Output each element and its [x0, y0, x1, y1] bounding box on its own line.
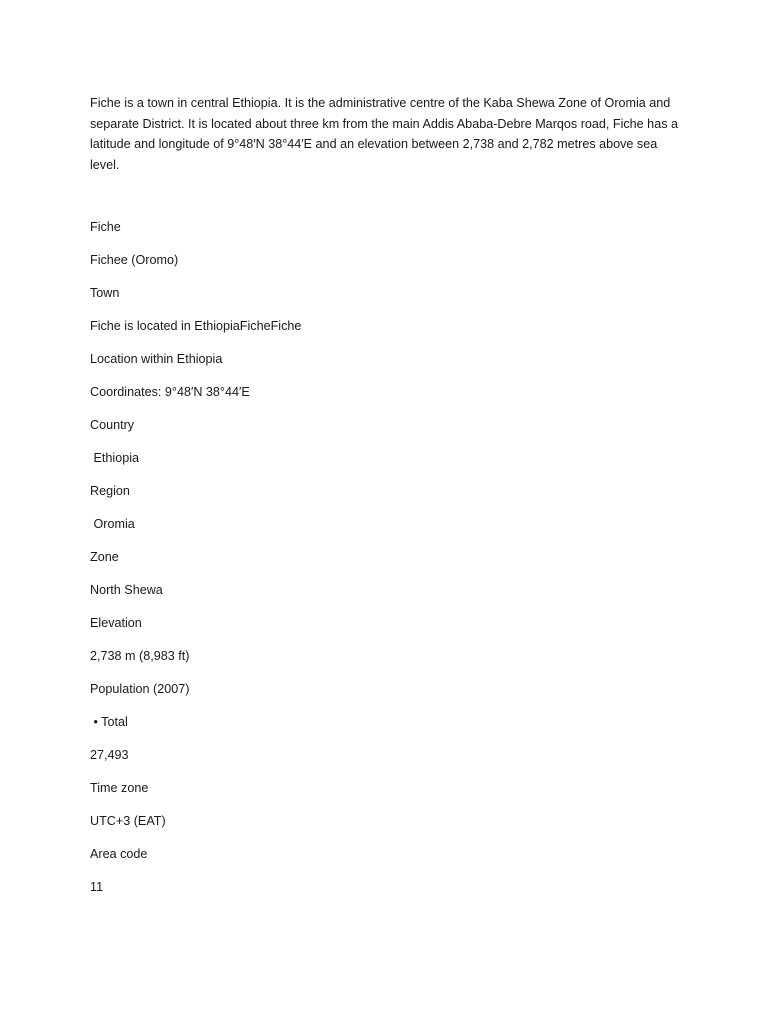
intro-paragraph: Fiche is a town in central Ethiopia. It is the administrative centre of the Kaba Shewa Zone of Oromia and separate District. It is located about three km from the main Addis Ababa-Debre Marqos road, Fiche has a latitude and longitude of 9°48′N 38°44′E and an elevation between 2,738 and 2,782 metres above sea level.	[90, 96, 678, 172]
line-country-value: Ethiopia	[90, 451, 140, 465]
line-settlement-type: Town	[90, 286, 120, 300]
infobox-lines	[90, 219, 301, 912]
line-elevation-value: 2,738 m (8,983 ft)	[90, 649, 190, 663]
line-areacode-value: 11	[90, 880, 104, 894]
line-population-value: 27,493	[90, 748, 129, 762]
line-elevation-label: Elevation	[90, 616, 142, 630]
line-region-label: Region	[90, 484, 130, 498]
line-population-label: Population (2007)	[90, 682, 190, 696]
line-map-caption: Fiche is located in EthiopiaFicheFiche	[90, 319, 302, 333]
line-oromo-name: Fichee (Oromo)	[90, 253, 179, 267]
line-region-value: Oromia	[90, 517, 135, 531]
line-zone-value: North Shewa	[90, 583, 163, 597]
line-zone-label: Zone	[90, 550, 119, 564]
line-country-label: Country	[90, 418, 135, 432]
line-timezone-label: Time zone	[90, 781, 149, 795]
line-timezone-value: UTC+3 (EAT)	[90, 814, 166, 828]
line-areacode-label: Area code	[90, 847, 148, 861]
line-location-caption: Location within Ethiopia	[90, 352, 223, 366]
line-population-total-label: • Total	[90, 715, 128, 729]
line-town-name: Fiche	[90, 220, 121, 234]
line-coordinates: Coordinates: 9°48′N 38°44′E	[90, 385, 250, 399]
